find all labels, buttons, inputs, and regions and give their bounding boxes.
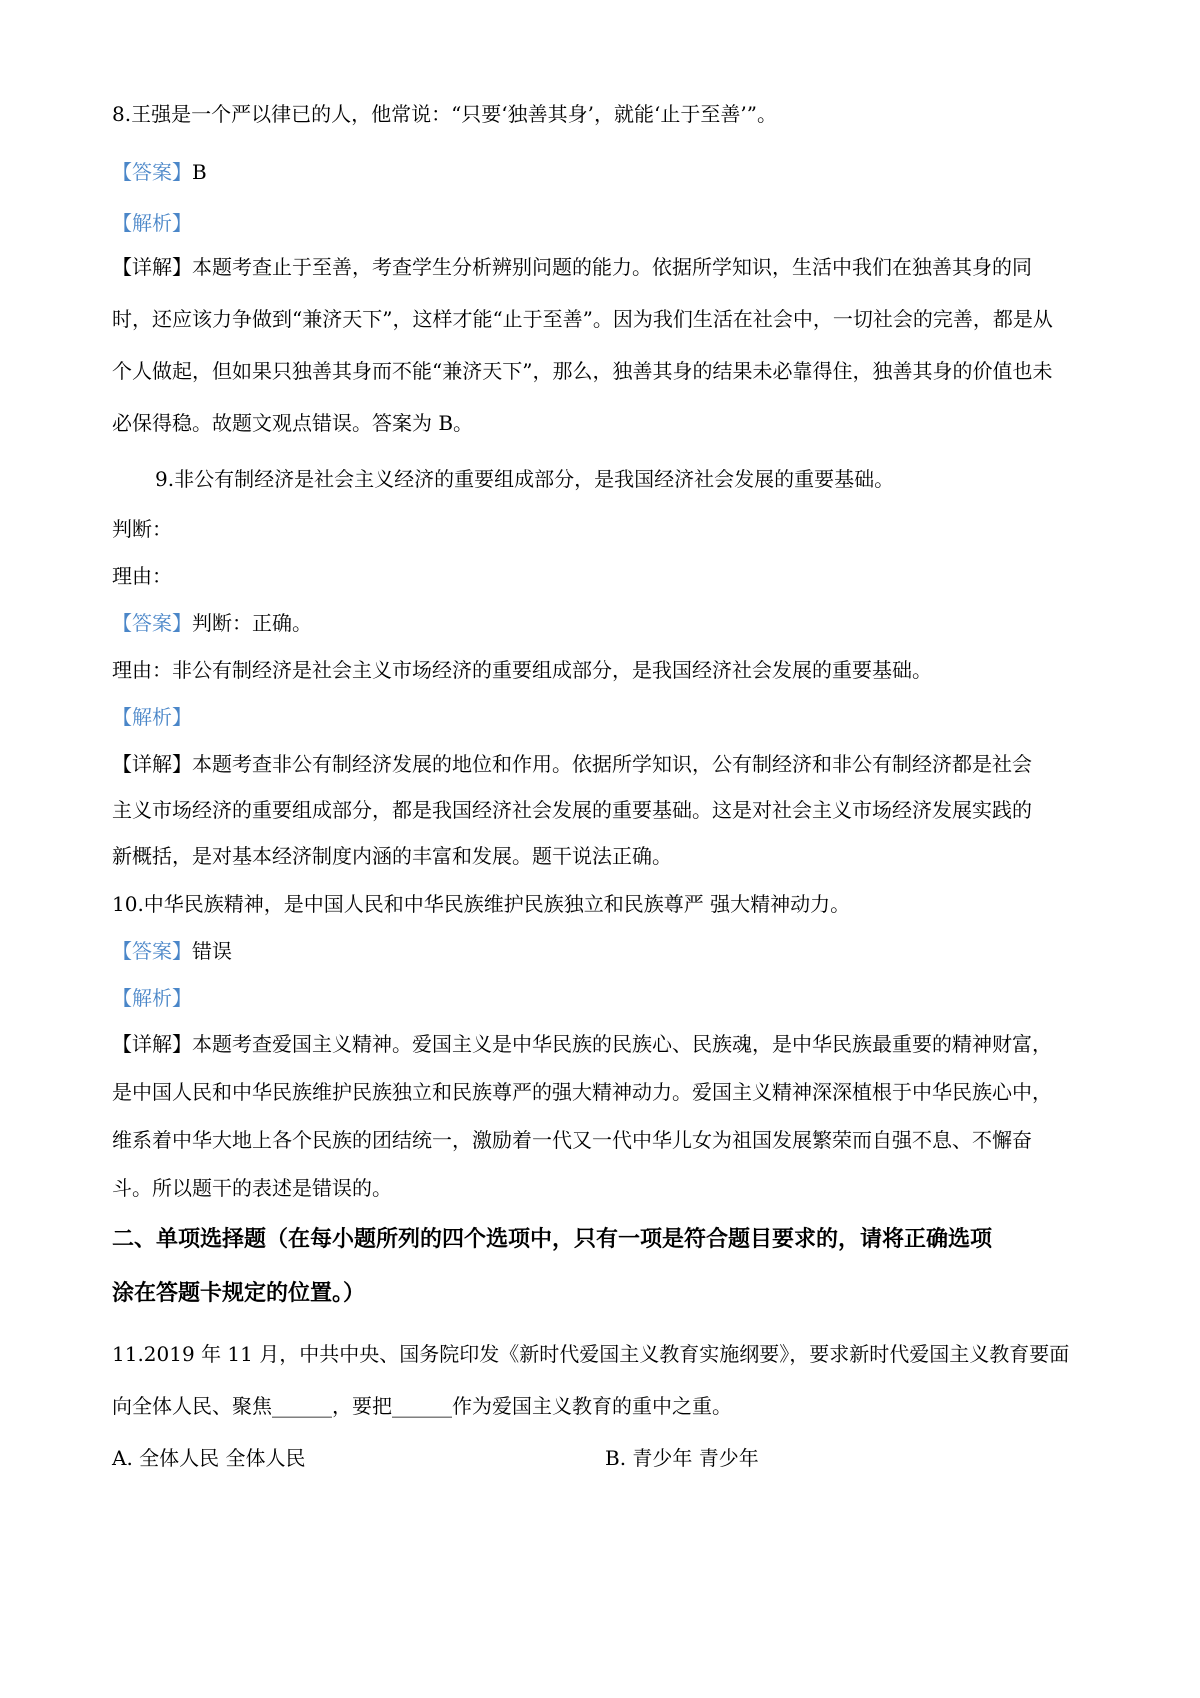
q9-detail-line: 【详解】本题考查非公有制经济发展的地位和作用。依据所学知识，公有制经济和非公有制经济都是社会 xyxy=(112,752,1032,776)
q9-detail-line: 主义市场经济的重要组成部分，都是我国经济社会发展的重要基础。这是对社会主义市场经济发展实践的 xyxy=(112,798,1032,822)
q10-answer-row xyxy=(112,937,1102,965)
q10-answer: 错误 xyxy=(192,939,232,963)
q9-reason-prompt: 理由： xyxy=(112,564,172,588)
q10-detail-line: 是中国人民和中华民族维护民族独立和民族尊严的强大精神动力。爱国主义精神深深植根于中华民族心中， xyxy=(112,1080,1052,1104)
section-heading: 二、单项选择题（在每小题所列的四个选项中，只有一项是符合题目要求的，请将正确选项 xyxy=(112,1227,993,1252)
q10-detail-line: 维系着中华大地上各个民族的团结统一，激励着一代又一代中华儿女为祖国发展繁荣而自强不息、不懈奋 xyxy=(112,1128,1032,1152)
q11-option-b: B. 青少年 青少年 xyxy=(605,1446,759,1470)
q11-question-line: 11.2019 年 11 月，中共中央、国务院印发《新时代爱国主义教育实施纲要》，要求新时代爱国主义教育要面 xyxy=(112,1342,1070,1366)
q9-analysis-label: 【解析】 xyxy=(112,705,192,729)
q8-detail-line: 时，还应该力争做到“兼济天下”，这样才能“止于至善”。因为我们生活在社会中，一切社会的完善，都是从 xyxy=(112,307,1053,331)
q8-detail-line: 【详解】本题考查止于至善，考查学生分析辨别问题的能力。依据所学知识，生活中我们在独善其身的同 xyxy=(112,255,1032,279)
q8-answer: B xyxy=(192,160,207,184)
q8-detail-line: 个人做起，但如果只独善其身而不能“兼济天下”，那么，独善其身的结果未必靠得住，独善其身的价值也未 xyxy=(112,359,1053,383)
q9-question: 9.非公有制经济是社会主义经济的重要组成部分，是我国经济社会发展的重要基础。 xyxy=(155,467,895,491)
answer-label: 【答案】 xyxy=(112,939,192,963)
answer-label: 【答案】 xyxy=(112,611,192,635)
q8-detail-line: 必保得稳。故题文观点错误。答案为 B。 xyxy=(112,411,474,435)
q10-question: 10.中华民族精神，是中国人民和中华民族维护民族独立和民族尊严 强大精神动力。 xyxy=(112,892,851,916)
q8-question: 8.王强是一个严以律已的人，他常说：“只要‘独善其身’，就能‘止于至善’”。 xyxy=(112,102,777,126)
answer-label: 【答案】 xyxy=(112,160,192,184)
q10-analysis-label: 【解析】 xyxy=(112,986,192,1010)
q9-detail-line: 新概括，是对基本经济制度内涵的丰富和发展。题干说法正确。 xyxy=(112,844,672,868)
q8-analysis-label: 【解析】 xyxy=(112,211,192,235)
q9-answer: 判断：正确。 xyxy=(192,611,312,635)
q9-answer-row xyxy=(112,609,1102,637)
q10-detail-line: 斗。所以题干的表述是错误的。 xyxy=(112,1176,392,1200)
q9-reason: 理由：非公有制经济是社会主义市场经济的重要组成部分，是我国经济社会发展的重要基础。 xyxy=(112,658,932,682)
q8-answer-row xyxy=(112,158,1102,186)
section-heading: 涂在答题卡规定的位置。） xyxy=(112,1281,366,1306)
q9-judge-prompt: 判断： xyxy=(112,517,172,541)
q10-detail-line: 【详解】本题考查爱国主义精神。爱国主义是中华民族的民族心、民族魂，是中华民族最重要的精神财富， xyxy=(112,1032,1052,1056)
q11-question-line: 向全体人民、聚焦______，要把______作为爱国主义教育的重中之重。 xyxy=(112,1394,732,1418)
q11-option-a: A. 全体人民 全体人民 xyxy=(112,1446,306,1470)
